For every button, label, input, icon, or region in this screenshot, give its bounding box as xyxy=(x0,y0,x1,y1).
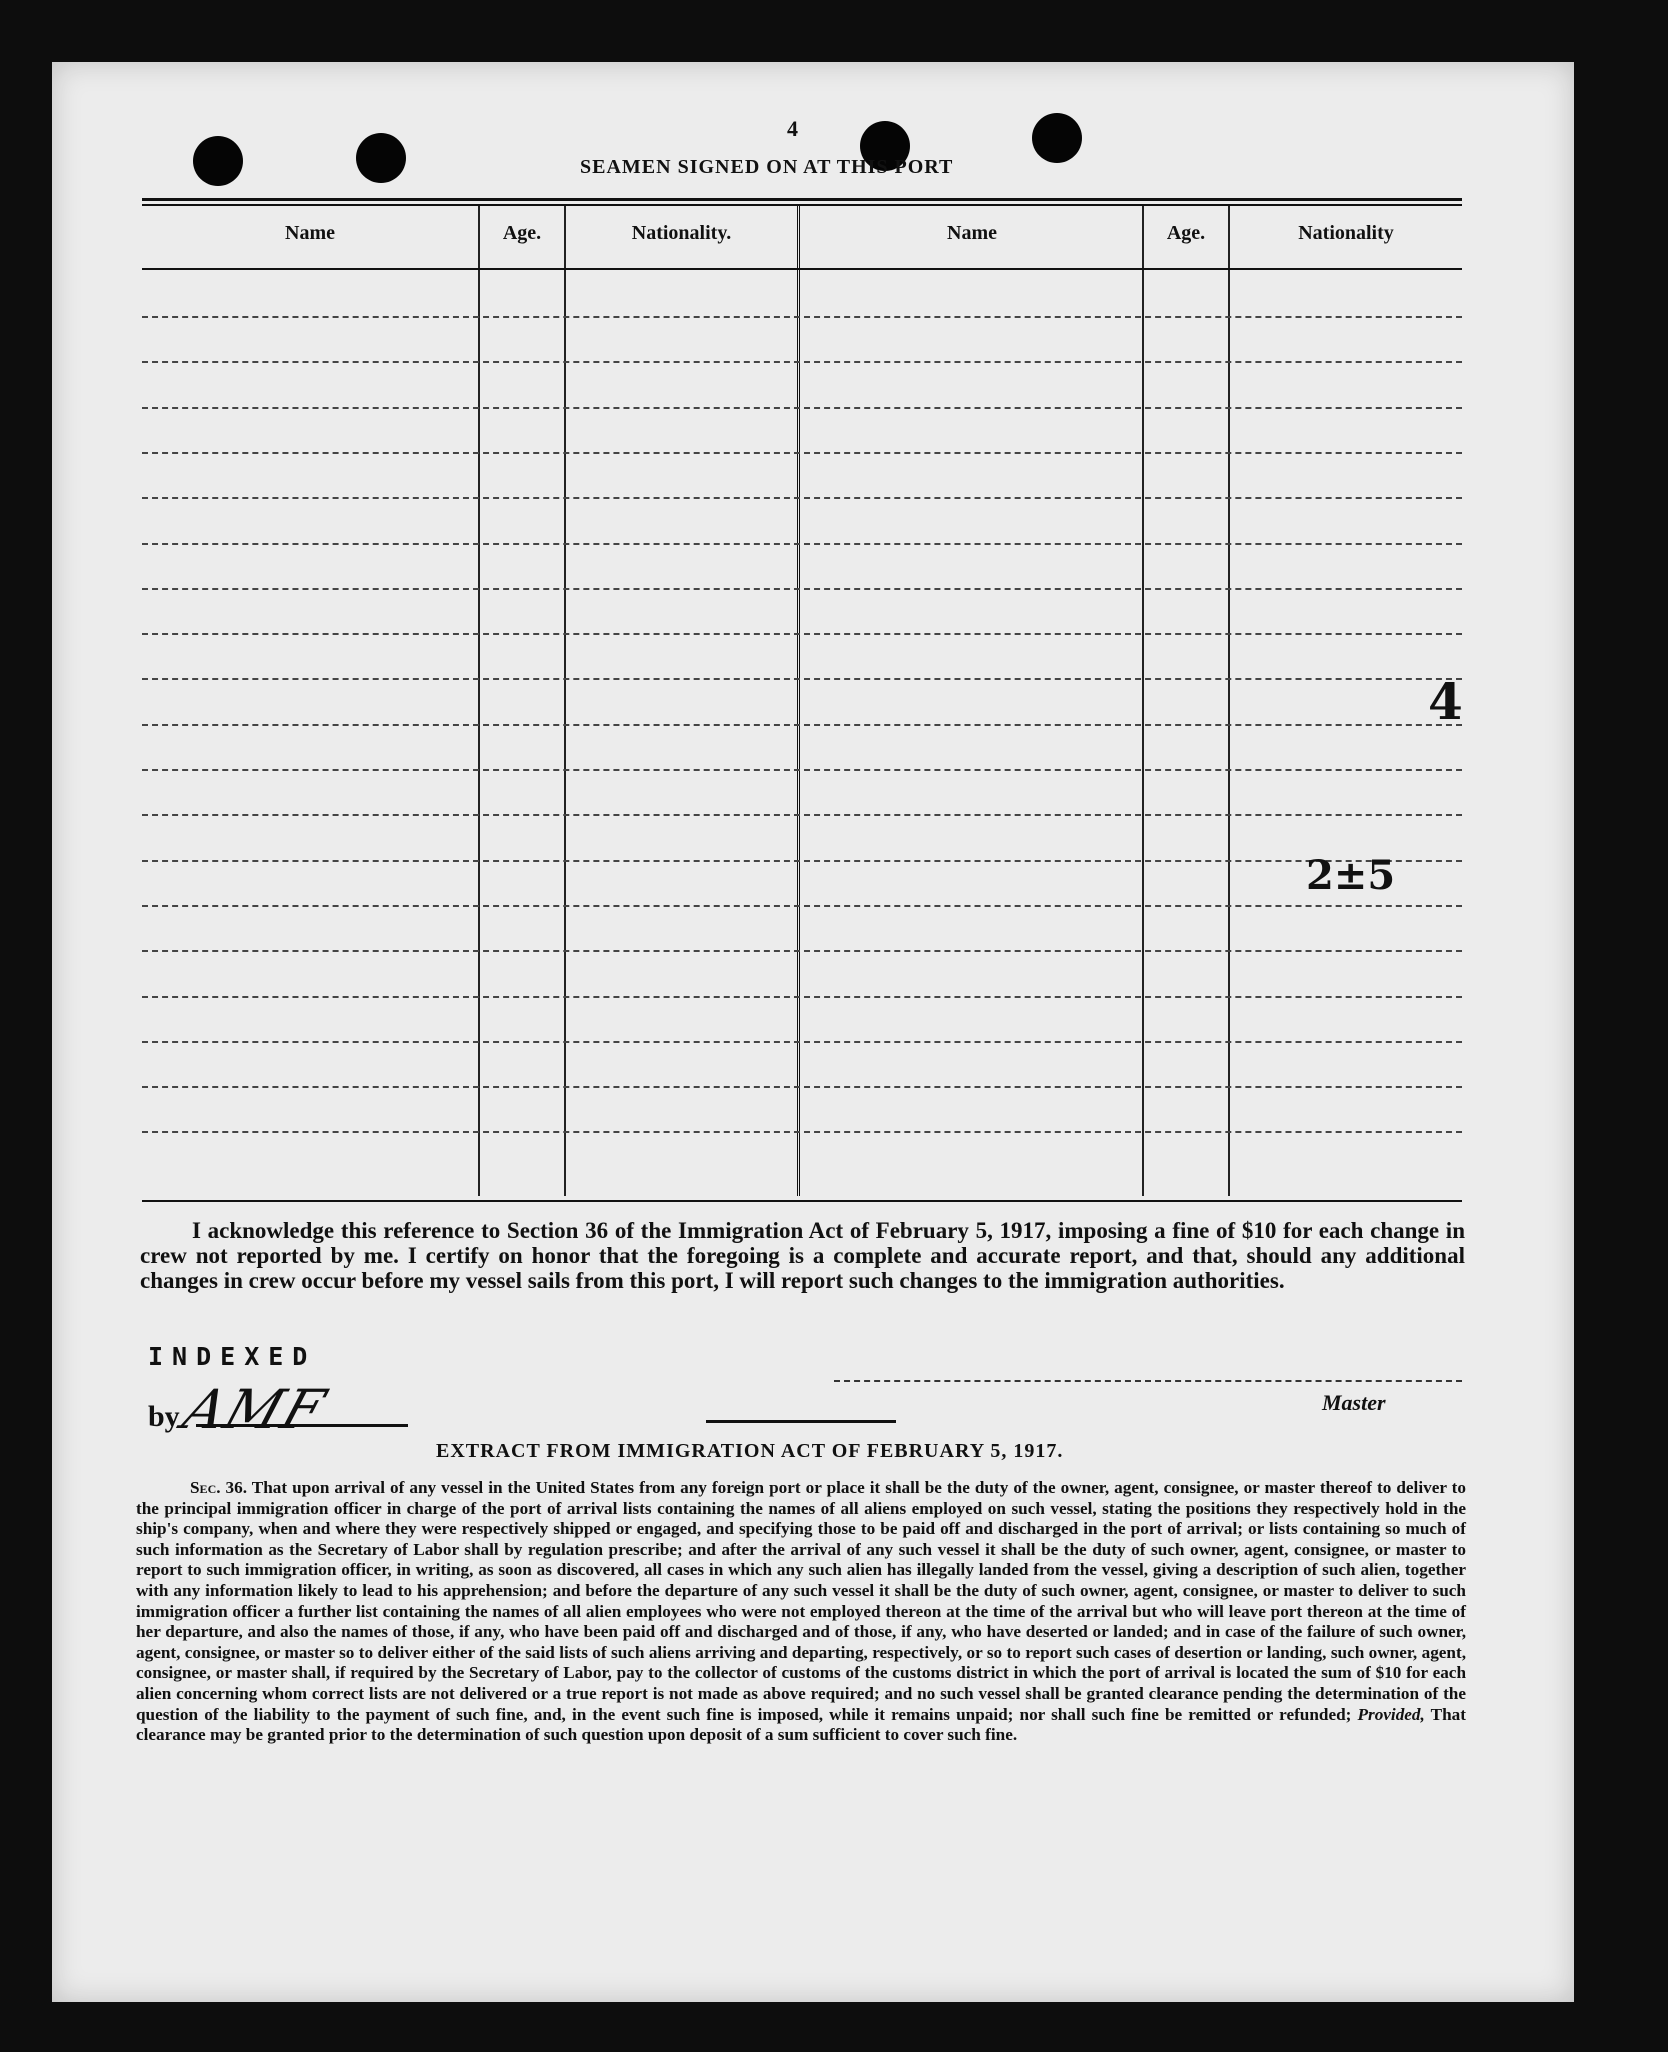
table-row xyxy=(142,407,1462,409)
column-header-age: Age. xyxy=(1166,222,1206,244)
column-divider xyxy=(564,206,566,1196)
table-row xyxy=(142,543,1462,545)
table-row xyxy=(142,950,1462,952)
table-row xyxy=(142,361,1462,363)
table-row xyxy=(142,769,1462,771)
column-header-nationality: Nationality xyxy=(1298,222,1394,244)
punch-hole xyxy=(1032,113,1082,163)
margin-mark: 2±5 xyxy=(1306,852,1396,899)
table-row xyxy=(142,814,1462,816)
extract-text xyxy=(136,1478,1466,1746)
extract-title: EXTRACT FROM IMMIGRATION ACT OF FEBRUARY 5, 1917. xyxy=(436,1440,1064,1462)
indexed-stamp: INDEXED xyxy=(148,1342,317,1371)
table-row xyxy=(142,724,1462,726)
initials-underline xyxy=(196,1424,408,1427)
column-header-nationality: Nationality. xyxy=(631,222,732,244)
column-divider xyxy=(1228,206,1230,1196)
extract-body-end: That clearance may be granted prior to the determination of such question upon deposit of a sum sufficient to cover such fine. xyxy=(136,1704,1466,1745)
signature-label: Master xyxy=(1322,1390,1386,1415)
table-row xyxy=(142,905,1462,907)
signature-line xyxy=(834,1380,1462,1382)
table-row xyxy=(142,1041,1462,1043)
table-row xyxy=(142,1131,1462,1133)
table-row xyxy=(142,588,1462,590)
page-number: 4 xyxy=(787,116,798,141)
column-header-age: Age. xyxy=(502,222,542,244)
table-row xyxy=(142,996,1462,998)
extract-italic: Provided, xyxy=(1357,1704,1425,1724)
header-underline xyxy=(142,268,1462,270)
table-row xyxy=(142,633,1462,635)
section-number: Sec. 36. xyxy=(190,1478,248,1497)
page-title: SEAMEN SIGNED ON AT THIS PORT xyxy=(580,156,954,178)
indexed-by-label: by xyxy=(148,1400,180,1433)
extract-body: That upon arrival of any vessel in the United States from any foreign port or place it shall be the duty of the owner, agent, consignee, or master thereof to deliver to the principal immigration officer in charge of the port of arrival lists containing the names of all aliens employed on such vessel, stating the positions they respectively hold in the ship's company, when and where they were respectively shipped or engaged, and specifying those to be paid off and discharged in the port of arrival; or lists containing so much of such information as the Secretary of Labor shall by regulation prescribe; and after the arrival of any such vessel it shall be the duty of such owner, agent, consignee, or master to report to such immigration officer, in writing, as soon as discovered, all cases in which any such alien has illegally landed from the vessel, giving a description of such alien, together with any information likely to lead to his apprehension; and before the departure of any such vessel it shall be the duty of such owner, agent, consignee, or master to deliver to such immigration officer a further list containing the names of all alien employees who were not employed thereon at the time of the arrival but who will leave port thereon at the time of her departure, and also the names of those, if any, who have been paid off and discharged and of those, if any, who have deserted or landed; and in case of the failure of such owner, agent, consignee, or master so to deliver either of the said lists of such aliens arriving and departing, respectively, or so to report such cases of desertion or landing, such owner, agent, consignee, or master shall, if required by the Secretary of Labor, pay to the collector of customs of the customs district in which the port of arrival is located the sum of $10 for each alien concerning whom correct lists are not delivered or a true report is not made as above required; and no such vessel shall be granted clearance pending the determination of the question of the liability to the payment of such fine, and, in the event such fine is imposed, while it remains unpaid; nor shall such fine be remitted or refunded; xyxy=(136,1478,1466,1724)
column-divider-center xyxy=(797,206,803,1196)
column-header-name: Name xyxy=(947,222,997,244)
indexer-initials: AMF xyxy=(175,1378,335,1441)
header-rule xyxy=(142,198,1462,201)
punch-hole xyxy=(356,133,406,183)
section-divider xyxy=(706,1420,896,1423)
table-bottom-rule xyxy=(142,1200,1462,1202)
table-row xyxy=(142,1086,1462,1088)
table-row xyxy=(142,316,1462,318)
table-row xyxy=(142,452,1462,454)
acknowledgement-text: I acknowledge this reference to Section 36 of the Immigration Act of February 5, 1917, imposing a fine of $10 for each change in crew not reported by me. I certify on honor that the foregoing is a complete and accurate report, and that, should any additional changes in crew occur before my vessel sails from this port, I will report such changes to the immigration authorities. xyxy=(140,1218,1465,1293)
column-divider xyxy=(478,206,480,1196)
table-row xyxy=(142,497,1462,499)
table-row xyxy=(142,860,1462,862)
column-divider xyxy=(1142,206,1144,1196)
table-row xyxy=(142,678,1462,680)
margin-mark: 4 xyxy=(1428,672,1463,731)
punch-hole xyxy=(193,136,243,186)
column-header-name: Name xyxy=(285,222,335,244)
